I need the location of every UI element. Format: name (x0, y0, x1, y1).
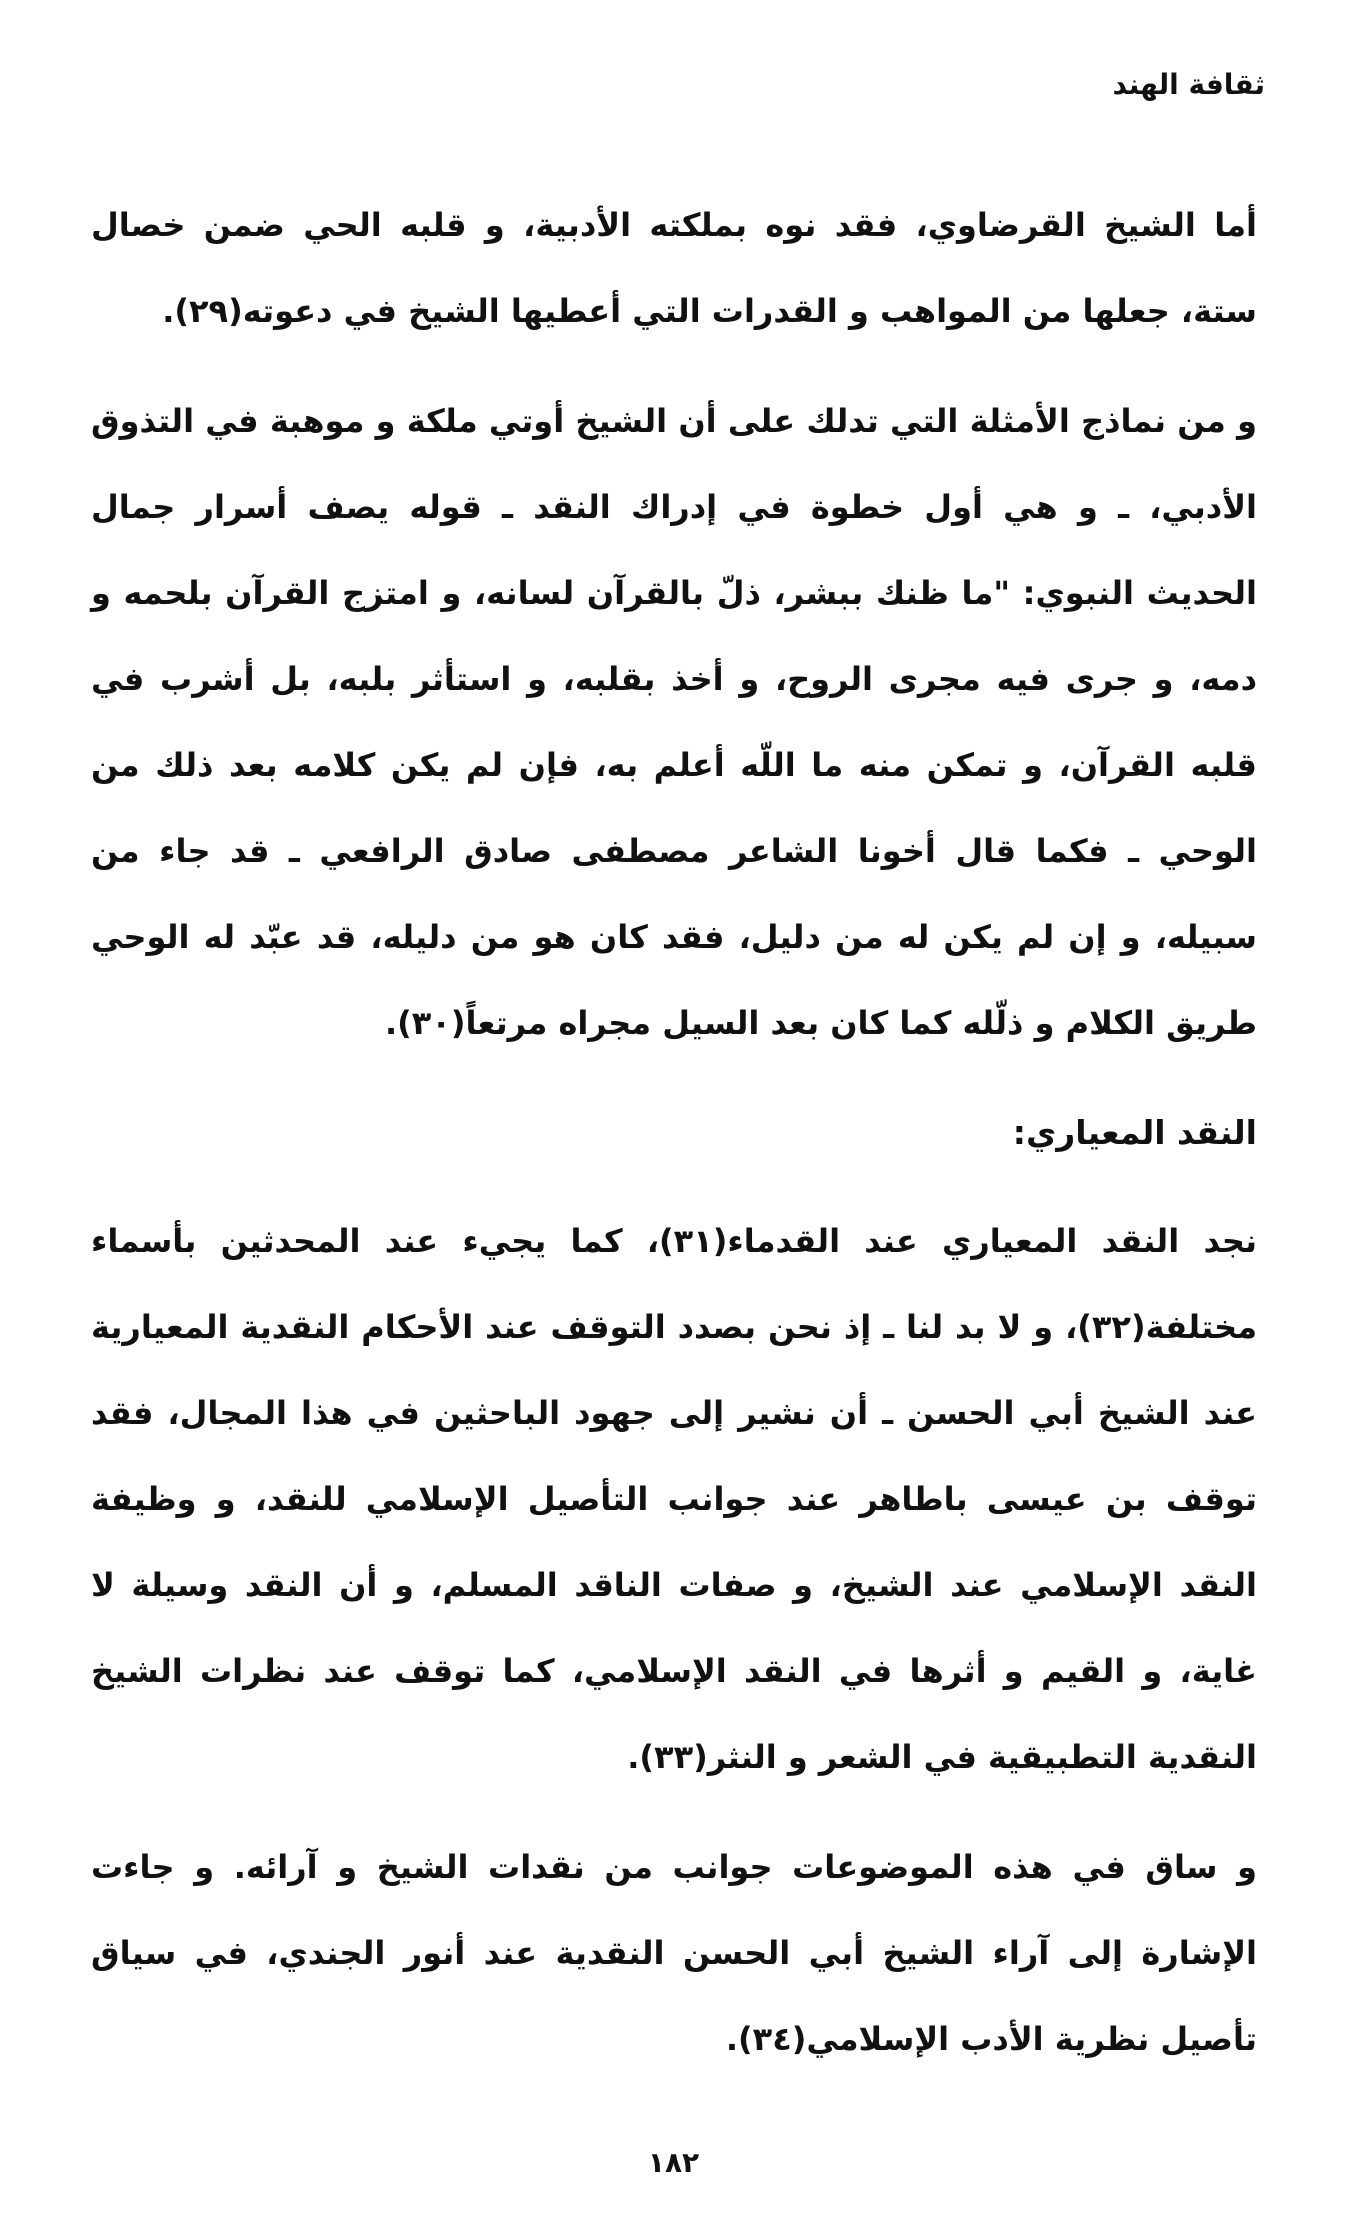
section-heading: النقد المعياري: (1012, 1113, 1257, 1152)
paragraph-2: و من نماذج الأمثلة التي تدلك على أن الشيخ أوتي ملكة و موهبة في التذوق الأدبي، ـ و هي أول خطوة في إدراك النقد ـ قوله يصف أسرار جمال الحديث النبوي: "ما ظنك ببشر، ذلّ بالقرآن لسانه، و امتزج القرآن بلحمه و دمه، و جرى فيه مجرى الروح، و أخذ بقلبه، و استأثر بلبه، بل أشرب في قلبه القرآن، و تمكن منه ما اللّه أعلم به، فإن لم يكن كلامه بعد ذلك من الوحي ـ فكما قال أخونا الشاعر مصطفى صادق الرافعي ـ قد جاء من سبيله، و إن لم يكن له من دليل، فقد كان هو من دليله، قد عبّد له الوحي طريق الكلام و ذلّله كما كان بعد السيل مجراه مرتعاً(٣٠). (91, 402, 1257, 1042)
page-number: ١٨٢ (647, 2146, 700, 2179)
page-body (91, 182, 1257, 2082)
running-header: ثقافة الهند (1112, 68, 1265, 101)
paragraph-3: نجد النقد المعياري عند القدماء(٣١)، كما يجيء عند المحدثين بأسماء مختلفة(٣٢)، و لا بد لنا ـ إذ نحن بصدد التوقف عند الأحكام النقدية المعيارية عند الشيخ أبي الحسن ـ أن نشير إلى جهود الباحثين في هذا المجال، فقد توقف بن عيسى باطاهر عند جوانب التأصيل الإسلامي للنقد، و وظيفة النقد الإسلامي عند الشيخ، و صفات الناقد المسلم، و أن النقد وسيلة لا غاية، و القيم و أثرها في النقد الإسلامي، كما توقف عند نظرات الشيخ النقدية التطبيقية في الشعر و النثر(٣٣). (91, 1222, 1258, 1776)
paragraph-4: و ساق في هذه الموضوعات جوانب من نقدات الشيخ و آرائه. و جاءت الإشارة إلى آراء الشيخ أبي الحسن النقدية عند أنور الجندي، في سياق تأصيل نظرية الأدب الإسلامي(٣٤). (91, 1848, 1257, 2058)
paragraph-1: أما الشيخ القرضاوي، فقد نوه بملكته الأدبية، و قلبه الحي ضمن خصال ستة، جعلها من المواهب و القدرات التي أعطيها الشيخ في دعوته(٢٩). (91, 206, 1257, 330)
